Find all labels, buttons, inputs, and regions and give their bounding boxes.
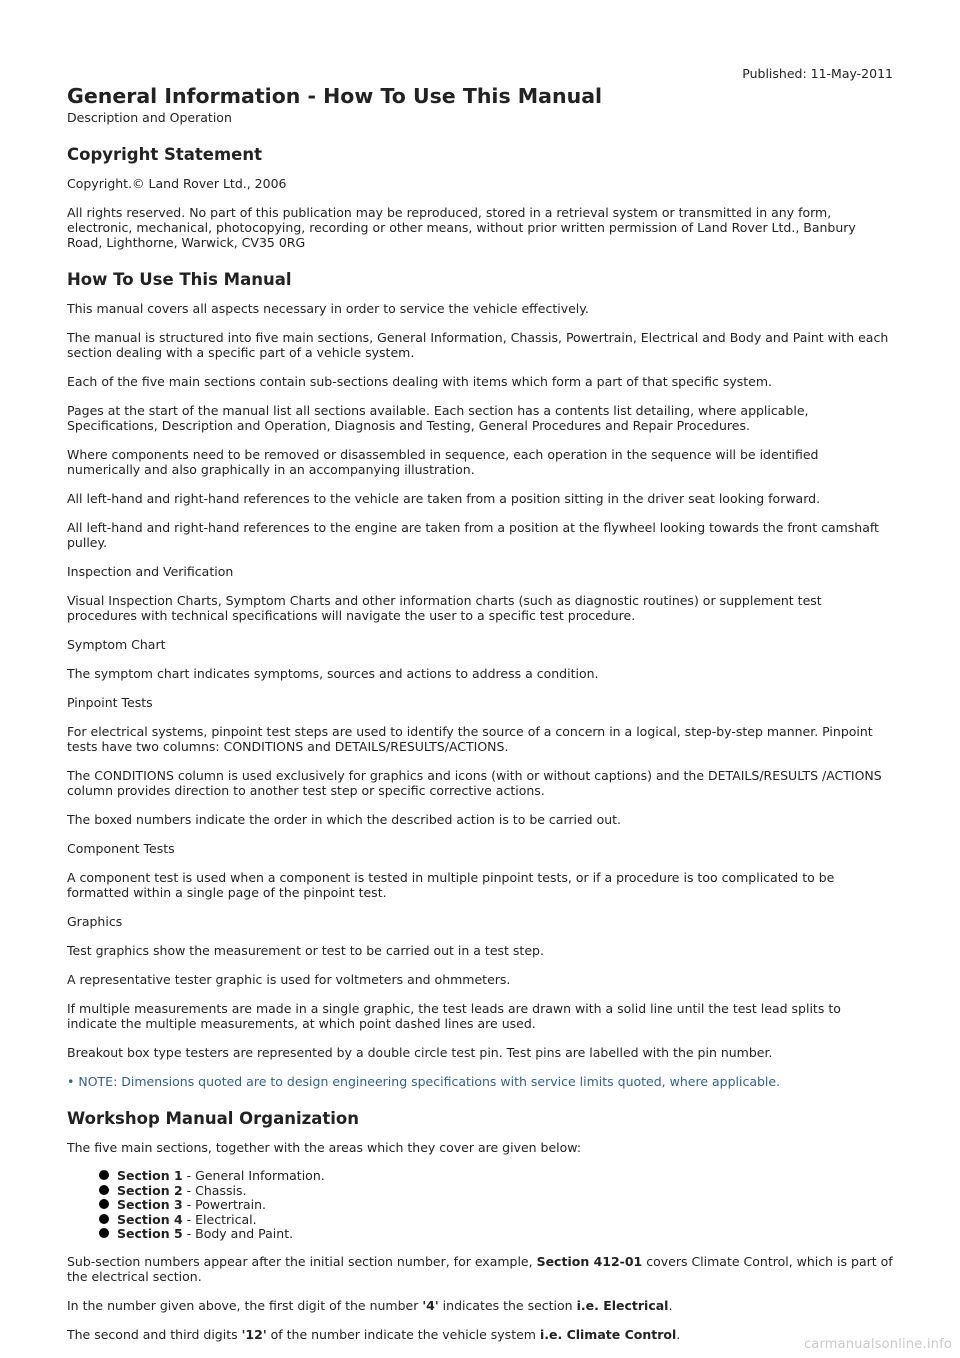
bullet-icon (99, 1214, 109, 1224)
document-body (67, 62, 893, 1356)
subheading: Graphics (67, 914, 123, 929)
list-item: Section 3 - Powertrain. (117, 1198, 893, 1213)
paragraph: The second and third digits '12' of the number indicate the vehicle system i.e. Climate Control. (67, 1326, 681, 1342)
paragraph: A component test is used when a component is tested in multiple pinpoint tests, or if a procedure is too complicated to be formatted within a single page of the pinpoint test. (67, 870, 835, 900)
paragraph: Breakout box type testers are represented by a double circle test pin. Test pins are labelled with the pin number. (67, 1045, 773, 1060)
workshop-heading: Workshop Manual Organization (67, 1109, 359, 1128)
subheading: Pinpoint Tests (67, 695, 153, 710)
paragraph: Sub-section numbers appear after the initial section number, for example, Section 412-01 covers Climate Control, which is part of the electrical section. (67, 1253, 893, 1284)
page-title: General Information - How To Use This Manual (67, 84, 603, 108)
paragraph: All left-hand and right-hand references to the vehicle are taken from a position sitting in the driver seat looking forward. (67, 491, 821, 506)
paragraph: All left-hand and right-hand references to the engine are taken from a position at the flywheel looking towards the front camshaft pulley. (67, 520, 879, 550)
paragraph: The boxed numbers indicate the order in which the described action is to be carried out. (67, 812, 622, 827)
paragraph: For electrical systems, pinpoint test steps are used to identify the source of a concern in a logical, step-by-step manner. Pinpoint tests have two columns: CONDITIONS and DETAILS/RESULTS/ACTIONS. (67, 724, 873, 754)
page-subtitle: Description and Operation (67, 110, 232, 125)
watermark-logo: carmanualsonline.info (803, 1337, 952, 1352)
bullet-icon (99, 1170, 109, 1180)
howto-heading: How To Use This Manual (67, 270, 292, 289)
section-list (67, 1169, 893, 1242)
rights-paragraph: All rights reserved. No part of this publication may be reproduced, stored in a retrieval system or transmitted in any form, electronic, mechanical, photocopying, recording or other means, without prior written permission of Land Rover Ltd., Banbury Road, Lighthorne, Warwick, CV35 0RG (67, 205, 856, 250)
copyright-heading: Copyright Statement (67, 145, 262, 164)
paragraph: The symptom chart indicates symptoms, sources and actions to address a condition. (67, 666, 599, 681)
paragraph: In the number given above, the first digit of the number '4' indicates the section i.e. Electrical. (67, 1297, 673, 1313)
paragraph: The CONDITIONS column is used exclusively for graphics and icons (with or without captions) and the DETAILS/RESULTS /ACTIONS column provides direction to another test step or specific corrective actions. (67, 768, 882, 798)
subheading: Symptom Chart (67, 637, 166, 652)
paragraph: If multiple measurements are made in a single graphic, the test leads are drawn with a solid line until the test lead splits to indicate the multiple measurements, at which point dashed lines are used. (67, 1001, 841, 1031)
list-item: Section 1 - General Information. (117, 1169, 893, 1184)
paragraph: The manual is structured into five main sections, General Information, Chassis, Powertrain, Electrical and Body and Paint with each section dealing with a specific part of a vehicle system. (67, 330, 889, 360)
bullet-icon (99, 1199, 109, 1209)
paragraph: Visual Inspection Charts, Symptom Charts and other information charts (such as diagnostic routines) or supplement test procedures with technical specifications will navigate the user to a specific test procedure. (67, 593, 822, 623)
paragraph: Test graphics show the measurement or test to be carried out in a test step. (67, 943, 544, 958)
copyright-line: Copyright.© Land Rover Ltd., 2006 (67, 176, 287, 191)
bullet-icon (99, 1228, 109, 1238)
published-date: Published: 11-May-2011 (742, 66, 893, 81)
list-item: Section 2 - Chassis. (117, 1184, 893, 1199)
paragraph: Each of the five main sections contain sub-sections dealing with items which form a part of that specific system. (67, 374, 773, 389)
subheading: Inspection and Verification (67, 564, 234, 579)
paragraph: This manual covers all aspects necessary in order to service the vehicle effectively. (67, 301, 589, 316)
paragraph: Where components need to be removed or disassembled in sequence, each operation in the sequence will be identified numerically and also graphically in an accompanying illustration. (67, 447, 819, 477)
list-item: Section 4 - Electrical. (117, 1213, 893, 1228)
paragraph: Pages at the start of the manual list all sections available. Each section has a contents list detailing, where applicable, Specifications, Description and Operation, Diagnosis and Testing, General Procedures and Repair Procedures. (67, 403, 809, 433)
subheading: Component Tests (67, 841, 175, 856)
paragraph: A representative tester graphic is used for voltmeters and ohmmeters. (67, 972, 511, 987)
paragraph: The five main sections, together with the areas which they cover are given below: (67, 1140, 582, 1155)
list-item: Section 5 - Body and Paint. (117, 1227, 893, 1242)
note-paragraph: • NOTE: Dimensions quoted are to design engineering specifications with service limits quoted, where applicable. (67, 1074, 781, 1089)
bullet-icon (99, 1185, 109, 1195)
